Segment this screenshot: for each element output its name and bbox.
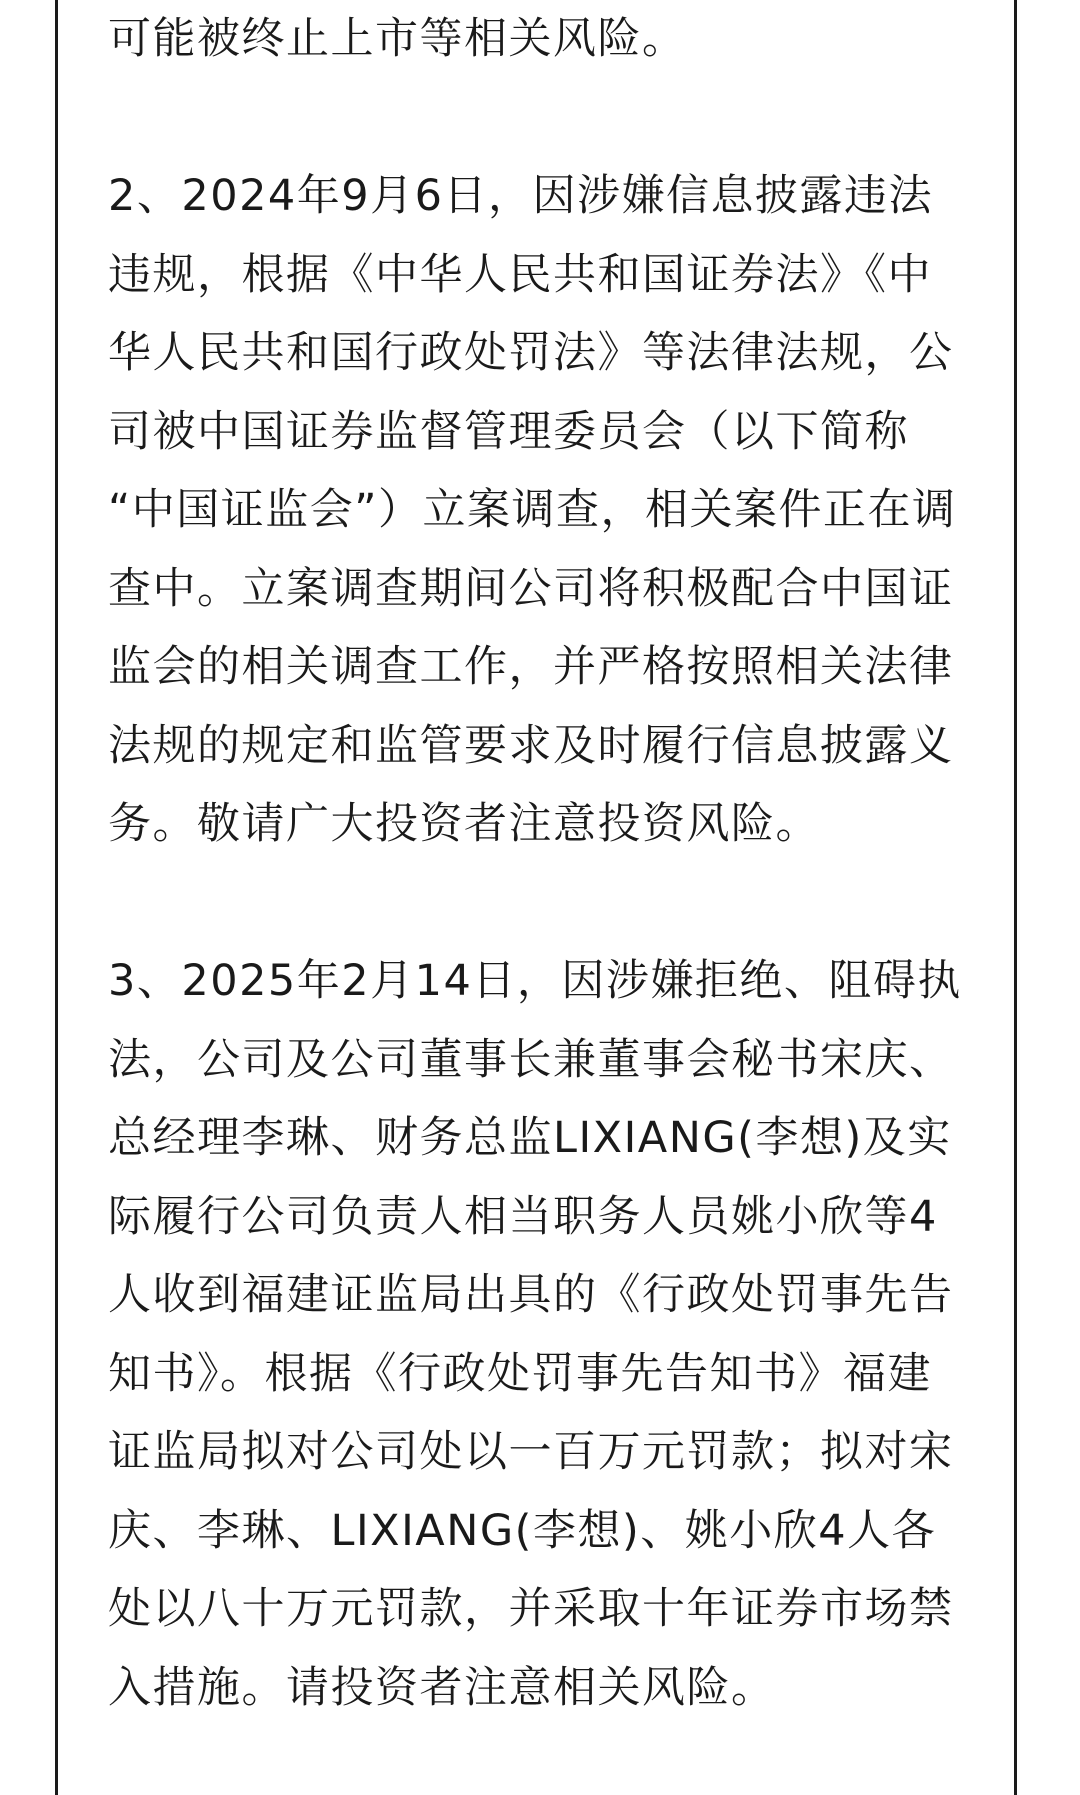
text-line: 监会的相关调查工作，并严格按照相关法律 — [108, 642, 954, 692]
text-line: 法，公司及公司董事长兼董事会秘书宋庆、 — [108, 1034, 954, 1085]
text-line: 际履行公司负责人相当职务人员姚小欣等4 — [108, 1191, 938, 1242]
text-line: 违规，根据《中华人民共和国证券法》《中 — [108, 249, 932, 300]
paragraph-gap — [108, 79, 978, 158]
article-body — [108, 0, 978, 1727]
text-line: 人收到福建证监局出具的《行政处罚事先告 — [108, 1270, 954, 1320]
text-line: 总经理李琳、财务总监LIXIANG(李想)及实 — [108, 1113, 952, 1163]
text-line: 华人民共和国行政处罚法》等法律法规，公 — [108, 328, 954, 378]
text-line: 2、2024年9月6日，因涉嫌信息披露违法 — [108, 171, 934, 221]
text-line: 入措施。请投资者注意相关风险。 — [108, 1662, 776, 1713]
paragraph-gap — [108, 864, 978, 943]
paragraph-intro-tail — [108, 0, 978, 79]
text-line: 查中。立案调查期间公司将积极配合中国证 — [108, 563, 954, 614]
text-line: 证监局拟对公司处以一百万元罚款；拟对宋 — [108, 1427, 954, 1477]
text-line: 庆、李琳、LIXIANG(李想)、姚小欣4人各 — [108, 1505, 937, 1556]
paragraph-3 — [108, 942, 978, 1727]
text-line: 3、2025年2月14日，因涉嫌拒绝、阻碍执 — [108, 956, 962, 1006]
text-line: 处以八十万元罚款，并采取十年证券市场禁 — [108, 1584, 954, 1634]
text-line: 司被中国证券监督管理委员会（以下简称 — [108, 406, 909, 457]
text-line: 务。敬请广大投资者注意投资风险。 — [108, 799, 820, 849]
text-line: “中国证监会”）立案调查，相关案件正在调 — [108, 485, 957, 535]
text-line: 知书》。根据《行政处罚事先告知书》福建 — [108, 1348, 932, 1399]
text-line: 法规的规定和监管要求及时履行信息披露义 — [108, 720, 954, 771]
text-line: 可能被终止上市等相关风险。 — [108, 14, 687, 64]
paragraph-2 — [108, 157, 978, 864]
